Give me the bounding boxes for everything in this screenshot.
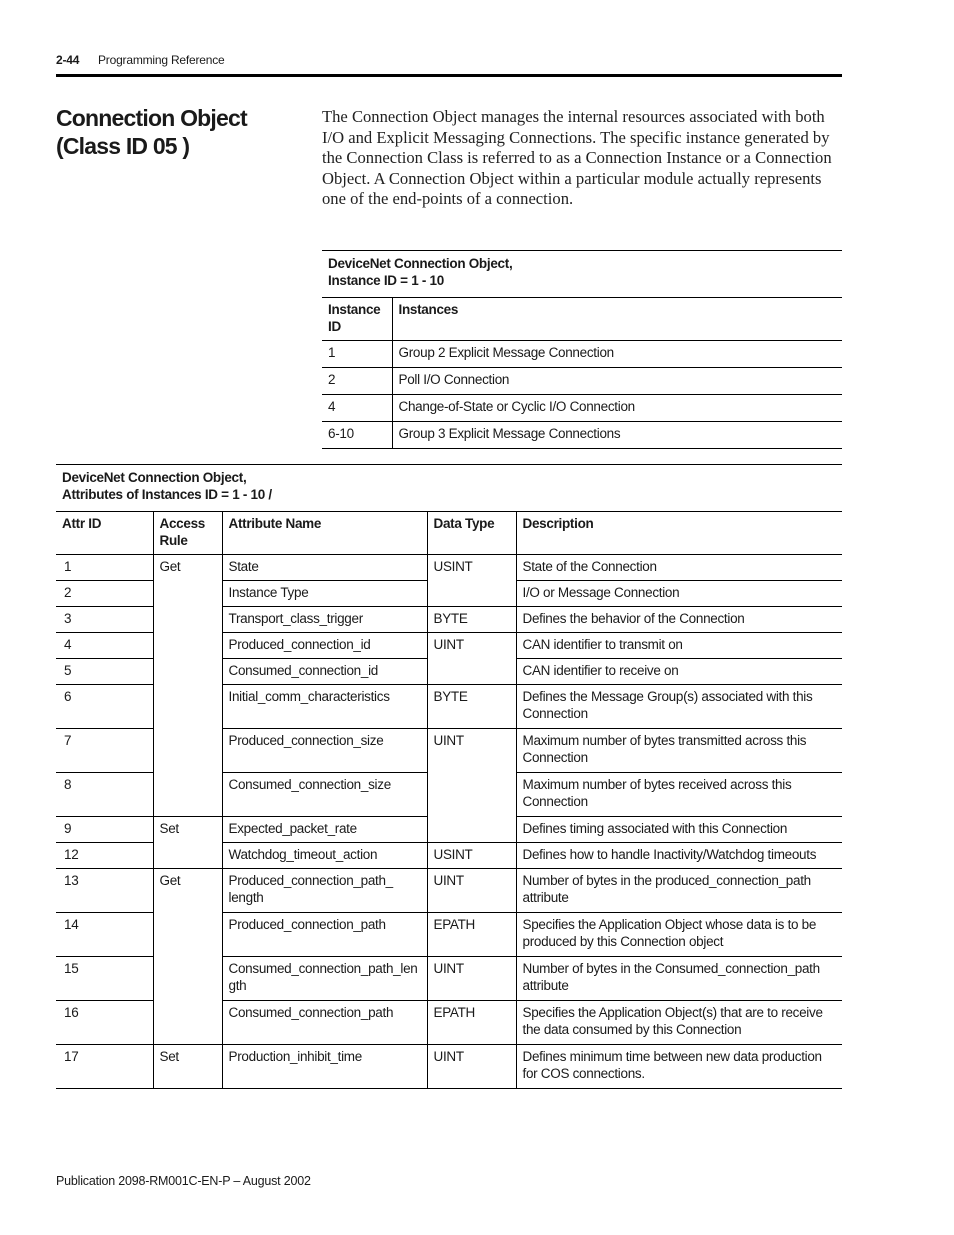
description-cell: Defines minimum time between new data production for COS connections.: [516, 1045, 842, 1089]
attr-id-cell: 16: [56, 1001, 153, 1045]
data-type-cell: EPATH: [427, 1001, 516, 1045]
data-type-cell: UINT: [427, 633, 516, 685]
col-header-description: Description: [516, 512, 842, 555]
attr-name-cell: Consumed_connection_size: [222, 773, 427, 817]
attributes-caption-line1: DeviceNet Connection Object,: [62, 470, 247, 485]
attr-id-cell: 5: [56, 659, 153, 685]
attr-id-cell: 17: [56, 1045, 153, 1089]
table-row: [322, 341, 842, 368]
instances-caption-line1: DeviceNet Connection Object,: [328, 256, 513, 271]
description-cell: CAN identifier to transmit on: [516, 633, 842, 659]
attr-name-cell: Produced_connection_path: [222, 913, 427, 957]
data-type-cell: EPATH: [427, 913, 516, 957]
data-type-cell: UINT: [427, 1045, 516, 1089]
instances-table-caption: [322, 251, 842, 298]
attr-id-cell: 3: [56, 607, 153, 633]
instance-id-cell: 1: [322, 341, 392, 368]
instance-id-cell: 6-10: [322, 422, 392, 449]
data-type-cell: UINT: [427, 957, 516, 1001]
page-number: 2-44: [56, 53, 80, 67]
col-header-attr-id: Attr ID: [56, 512, 153, 555]
attr-name-cell: Produced_connection_size: [222, 729, 427, 773]
description-cell: CAN identifier to receive on: [516, 659, 842, 685]
description-cell: Defines the Message Group(s) associated with this Connection: [516, 685, 842, 729]
attr-id-cell: 15: [56, 957, 153, 1001]
instances-table: [322, 250, 842, 449]
instance-name-cell: Change-of-State or Cyclic I/O Connection: [392, 395, 842, 422]
access-rule-cell: Set: [153, 1045, 222, 1089]
attr-name-cell: Expected_packet_rate: [222, 817, 427, 843]
attributes-table: [56, 464, 842, 1089]
attr-id-cell: 4: [56, 633, 153, 659]
section-title-line2: (Class ID 05 ): [56, 133, 190, 159]
attr-name-cell: Produced_connection_id: [222, 633, 427, 659]
attr-id-cell: 8: [56, 773, 153, 817]
attr-id-cell: 14: [56, 913, 153, 957]
attr-id-cell: 7: [56, 729, 153, 773]
attr-id-cell: 2: [56, 581, 153, 607]
col-header-data-type: Data Type: [427, 512, 516, 555]
attr-id-cell: 9: [56, 817, 153, 843]
attr-name-cell: State: [222, 555, 427, 581]
attr-id-cell: 1: [56, 555, 153, 581]
description-cell: Maximum number of bytes transmitted across this Connection: [516, 729, 842, 773]
instance-id-cell: 2: [322, 368, 392, 395]
table-row: [322, 395, 842, 422]
attr-id-cell: 13: [56, 869, 153, 913]
section-title: [56, 104, 306, 160]
description-cell: Defines how to handle Inactivity/Watchdog timeouts: [516, 843, 842, 869]
instance-name-cell: Group 2 Explicit Message Connection: [392, 341, 842, 368]
description-cell: Maximum number of bytes received across this Connection: [516, 773, 842, 817]
data-type-cell: UINT: [427, 729, 516, 843]
table-row: [322, 368, 842, 395]
attr-name-cell: Consumed_connection_path: [222, 1001, 427, 1045]
description-cell: I/O or Message Connection: [516, 581, 842, 607]
section-title-line1: Connection Object: [56, 105, 247, 131]
col-header-access-rule: Access Rule: [153, 512, 222, 555]
attributes-caption-line2: Attributes of Instances ID = 1 - 10 /: [62, 487, 272, 502]
access-rule-cell: Get: [153, 869, 222, 1045]
attr-name-cell: Production_inhibit_time: [222, 1045, 427, 1089]
description-cell: Number of bytes in the produced_connection_path attribute: [516, 869, 842, 913]
attr-name-cell: Produced_connection_path_ length: [222, 869, 427, 913]
running-header: Programming Reference: [98, 53, 225, 67]
description-cell: Defines timing associated with this Connection: [516, 817, 842, 843]
attr-name-cell: Instance Type: [222, 581, 427, 607]
col-header-instance-id: Instance ID: [322, 298, 392, 341]
attr-name-cell: Consumed_connection_id: [222, 659, 427, 685]
description-cell: Number of bytes in the Consumed_connection_path attribute: [516, 957, 842, 1001]
instance-name-cell: Poll I/O Connection: [392, 368, 842, 395]
table-row: [56, 555, 842, 581]
description-cell: Specifies the Application Object whose data is to be produced by this Connection object: [516, 913, 842, 957]
access-rule-cell: Get: [153, 555, 222, 817]
data-type-cell: BYTE: [427, 685, 516, 729]
attr-name-cell: Transport_class_trigger: [222, 607, 427, 633]
data-type-cell: USINT: [427, 843, 516, 869]
description-cell: Defines the behavior of the Connection: [516, 607, 842, 633]
attr-name-cell: Watchdog_timeout_action: [222, 843, 427, 869]
access-rule-cell: Set: [153, 817, 222, 869]
col-header-instances: Instances: [392, 298, 842, 341]
instances-caption-line2: Instance ID = 1 - 10: [328, 273, 444, 288]
table-row: [56, 1045, 842, 1089]
attr-id-cell: 6: [56, 685, 153, 729]
instance-id-cell: 4: [322, 395, 392, 422]
data-type-cell: USINT: [427, 555, 516, 607]
description-cell: State of the Connection: [516, 555, 842, 581]
data-type-cell: BYTE: [427, 607, 516, 633]
attributes-table-caption: [56, 465, 842, 512]
publication-footer: Publication 2098-RM001C-EN-P – August 2002: [56, 1174, 311, 1188]
attr-name-cell: Consumed_connection_path_len gth: [222, 957, 427, 1001]
data-type-cell: UINT: [427, 869, 516, 913]
col-header-attribute-name: Attribute Name: [222, 512, 427, 555]
table-row: [322, 422, 842, 449]
attr-name-cell: Initial_comm_characteristics: [222, 685, 427, 729]
table-row: [56, 869, 842, 913]
attr-id-cell: 12: [56, 843, 153, 869]
header-rule: [56, 74, 842, 77]
instance-name-cell: Group 3 Explicit Message Connections: [392, 422, 842, 449]
intro-paragraph: The Connection Object manages the internal resources associated with both I/O and Explicit Messaging Connections. The specific instance generated by the Connection Class is referred to as a Connection Instance or a Connection Object. A Connection Object within a particular module actually represents one of the end-points of a connection.: [322, 107, 832, 208]
description-cell: Specifies the Application Object(s) that are to receive the data consumed by this Connection: [516, 1001, 842, 1045]
